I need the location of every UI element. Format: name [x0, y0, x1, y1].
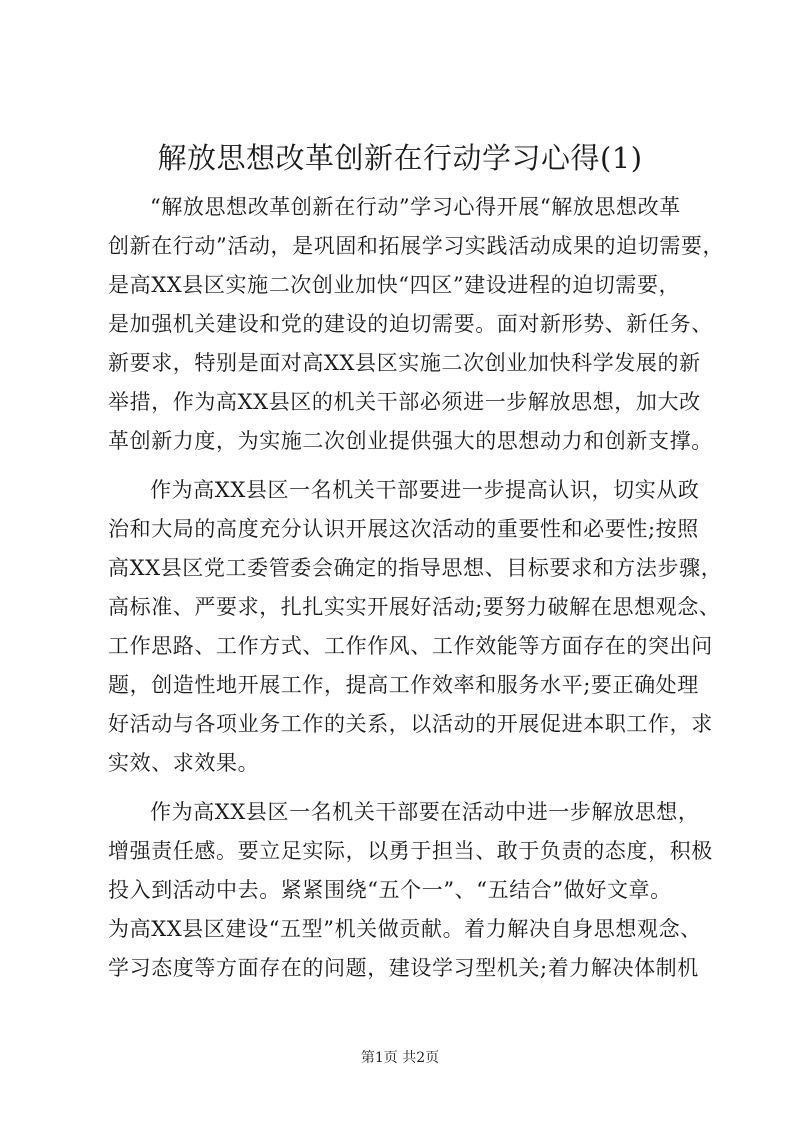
paragraph-1-line-5: 新要求，特别是面对高XX县区实施二次创业加快科学发展的新 [108, 351, 701, 375]
paragraph-1-line-6: 举措，作为高XX县区的机关干部必须进一步解放思想，加大改 [108, 390, 701, 414]
paragraph-3-line-4: 为高XX县区建设“五型”机关做贡献。着力解决自身思想观念、 [108, 917, 702, 941]
paragraph-2-line-1: 作为高XX县区一名机关干部要进一步提高认识，切实从政 [150, 478, 700, 502]
paragraph-1-line-2: 创新在行动”活动，是巩固和拓展学习实践活动成果的迫切需要， [108, 234, 725, 258]
paragraph-2-line-6: 题，创造性地开展工作，提高工作效率和服务水平;要正确处理 [108, 673, 699, 697]
paragraph-2-line-5: 工作思路、工作方式、工作作风、工作效能等方面存在的突出问 [108, 634, 713, 658]
paragraph-3-line-5: 学习态度等方面存在的问题，建设学习型机关;着力解决体制机 [108, 956, 699, 980]
paragraph-2-line-3: 高XX县区党工委管委会确定的指导思想、目标要求和方法步骤， [108, 556, 723, 580]
document-title: 解放思想改革创新在行动学习心得(1) [157, 141, 643, 175]
paragraph-1-line-4: 是加强机关建设和党的建设的迫切需要。面对新形势、新任务、 [108, 312, 713, 336]
page-number-footer: 第1页 共2页 [360, 1050, 440, 1066]
paragraph-3-line-2: 增强责任感。要立足实际，以勇于担当、敢于负责的态度，积极 [108, 839, 713, 863]
paragraph-1-line-1: “解放思想改革创新在行动”学习心得开展“解放思想改革 [150, 195, 681, 219]
paragraph-2-line-4: 高标准、严要求，扎扎实实开展好活动;要努力破解在思想观念、 [108, 595, 721, 619]
paragraph-1-line-3: 是高XX县区实施二次创业加快“四区”建设进程的迫切需要， [108, 273, 681, 297]
paragraph-2-line-2: 治和大局的高度充分认识开展这次活动的重要性和必要性;按照 [108, 517, 699, 541]
paragraph-3-line-3: 投入到活动中去。紧紧围绕“五个一”、“五结合”做好文章。 [108, 878, 672, 902]
paragraph-1-line-7: 革创新力度，为实施二次创业提供强大的思想动力和创新支撑。 [108, 429, 713, 453]
paragraph-2-line-8: 实效、求效果。 [108, 751, 260, 775]
paragraph-3-line-1: 作为高XX县区一名机关干部要在活动中进一步解放思想， [150, 800, 700, 824]
paragraph-2-line-7: 好活动与各项业务工作的关系，以活动的开展促进本职工作，求 [108, 712, 713, 736]
